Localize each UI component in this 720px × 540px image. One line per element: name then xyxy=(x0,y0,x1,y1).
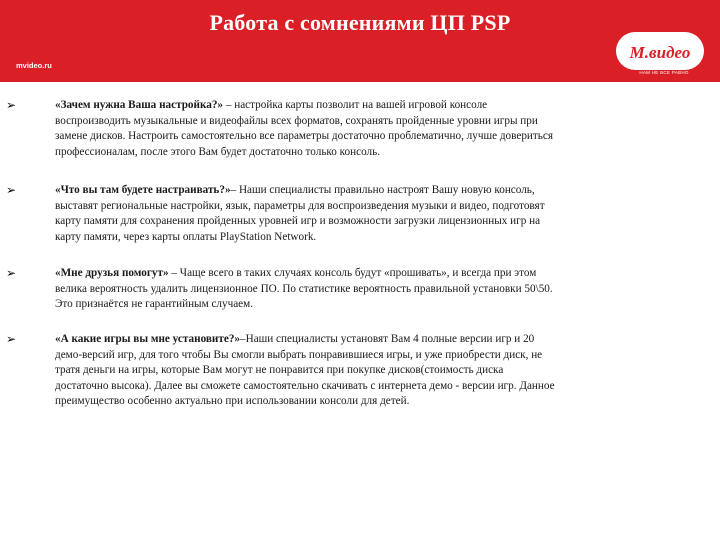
slide-title: Работа с сомнениями ЦП PSP xyxy=(209,10,511,35)
item-line: достаточно высока). Далее вы сможете самостоятельно скачивать с интернета демо - версии игр. Данное xyxy=(55,379,555,392)
item-question: «Мне друзья помогут» xyxy=(55,267,169,279)
item-line: –Наши специалисты установят Вам 4 полные версии игр и 20 xyxy=(240,333,535,345)
item-line: тратя деньги на игры, которые Вам могут не понравится при покупке дисков(стоимость диска xyxy=(55,364,504,377)
item-line: карту памяти, через карты оплаты PlayStation Network. xyxy=(55,230,317,243)
item-line: карту памяти для сохранения пройденных уровней игр и возможности загрузки лицензионных игр на xyxy=(55,215,541,228)
item-line: демо-версий игр, для того чтобы Вы смогли выбрать понравившиеся игры, и уже приобрести диск, не xyxy=(55,348,543,361)
logo-text: М.видео xyxy=(629,43,691,62)
item-line: велика вероятность удалить лицензионное ПО. По статистике вероятность правильной установки 50\50. xyxy=(55,282,553,295)
header-bar xyxy=(0,0,720,82)
item-line: преимущество особенно актуально при использовании консоли для детей. xyxy=(55,395,410,408)
item-line: – настройка карты позволит на вашей игровой консоле xyxy=(223,99,488,111)
arrow-bullet-icon: ➢ xyxy=(6,183,17,197)
item-line: – Чаще всего в таких случаях консоль будут «прошивать», и всегда при этом xyxy=(168,267,537,279)
item-question: «Что вы там будете настраивать?» xyxy=(55,184,231,196)
list-item xyxy=(6,183,694,245)
list-item xyxy=(6,332,694,410)
item-line: – Наши специалисты правильно настроят Вашу новую консоль, xyxy=(230,184,535,196)
item-line: замене дисков. Настроить самостоятельно все параметры достаточно проблематично, лучше довериться xyxy=(55,130,554,143)
item-line: Это признаётся не гарантийным случаем. xyxy=(55,298,254,311)
item-line: выставят региональные настройки, язык, параметры для воспроизведения музыки и видео, подготовят xyxy=(55,199,545,212)
site-url: mvideo.ru xyxy=(16,61,52,70)
logo-slogan: НАМ НЕ ВСЕ РАВНО xyxy=(639,70,689,75)
mvideo-logo xyxy=(616,32,704,70)
arrow-bullet-icon: ➢ xyxy=(6,332,17,346)
list-item xyxy=(6,266,694,313)
arrow-bullet-icon: ➢ xyxy=(6,266,17,280)
arrow-bullet-icon: ➢ xyxy=(6,98,17,112)
item-line: профессионалам, после этого Вам будет достаточно только консоль. xyxy=(55,145,381,158)
item-line: воспроизводить музыкальные и видеофайлы всех форматов, сохранять пройденные уровни игры при xyxy=(55,114,538,127)
list-item xyxy=(6,98,694,160)
item-question: «А какие игры вы мне установите?» xyxy=(55,333,241,345)
item-question: «Зачем нужна Ваша настройка?» xyxy=(55,99,224,111)
